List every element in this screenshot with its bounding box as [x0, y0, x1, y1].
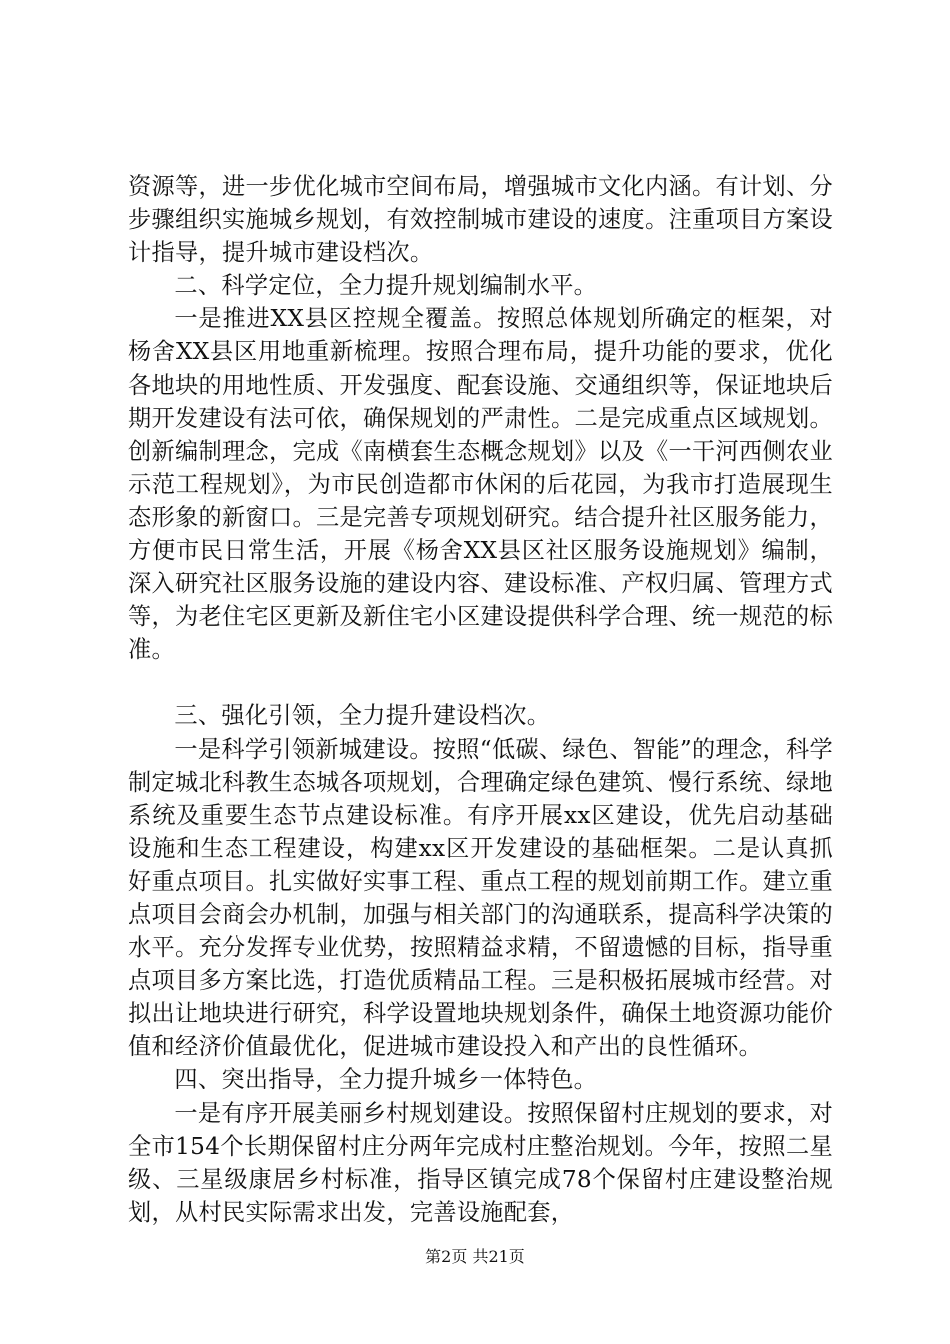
section-heading-3: 三、强化引领，全力提升建设档次。	[174, 702, 551, 730]
paragraph-section-2: 一是推进XX县区控规全覆盖。按照总体规划所确定的框架，对杨舍XX县区用地重新梳理。按照合理布局，提升功能的要求，优化各地块的用地性质、开发强度、配套设施、交通组织等，保证地块后期开发建设有法可依，确保规划的严肃性。二是完成重点区域规划。创新编制理念，完成《南横套生态概念规划》以及《一干河西侧农业示范工程规划》，为市民创造都市休闲的后花园，为我市打造展现生态形象的新窗口。三是完善专项规划研究。结合提升社区服务能力，方便市民日常生活，开展《杨舍XX县区社区服务设施规划》编制，深入研究社区服务设施的建设内容、建设标准、产权归属、管理方式等，为老住宅区更新及新住宅小区建设提供科学合理、统一规范的标准。	[128, 305, 833, 664]
paragraph-section-4: 一是有序开展美丽乡村规划建设。按照保留村庄规划的要求，对全市154个长期保留村庄分两年完成村庄整治规划。今年，按照二星级、三星级康居乡村标准，指导区镇完成78个保留村庄建设整治规划，从村民实际需求出发，完善设施配套，	[128, 1099, 833, 1226]
section-heading-4: 四、突出指导，全力提升城乡一体特色。	[174, 1066, 598, 1094]
paragraph-gap	[128, 666, 833, 699]
section-heading-2: 二、科学定位，全力提升规划编制水平。	[174, 272, 598, 300]
paragraph-continuation: 资源等，进一步优化城市空间布局，增强城市文化内涵。有计划、分步骤组织实施城乡规划，有效控制城市建设的速度。注重项目方案设计指导，提升城市建设档次。	[128, 173, 833, 267]
paragraph-section-3: 一是科学引领新城建设。按照“低碳、绿色、智能”的理念，科学制定城北科教生态城各项规划，合理确定绿色建筑、慢行系统、绿地系统及重要生态节点建设标准。有序开展xx区建设，优先启动基础设施和生态工程建设，构建xx区开发建设的基础框架。二是认真抓好重点项目。扎实做好实事工程、重点工程的规划前期工作。建立重点项目会商会办机制，加强与相关部门的沟通联系，提高科学决策的水平。充分发挥专业优势，按照精益求精，不留遗憾的目标，指导重点项目多方案比选，打造优质精品工程。三是积极拓展城市经营。对拟出让地块进行研究，科学设置地块规划条件，确保土地资源功能价值和经济价值最优化，促进城市建设投入和产出的良性循环。	[128, 735, 833, 1061]
document-body	[128, 170, 833, 1229]
page-footer: 第2页 共21页	[425, 1247, 525, 1266]
